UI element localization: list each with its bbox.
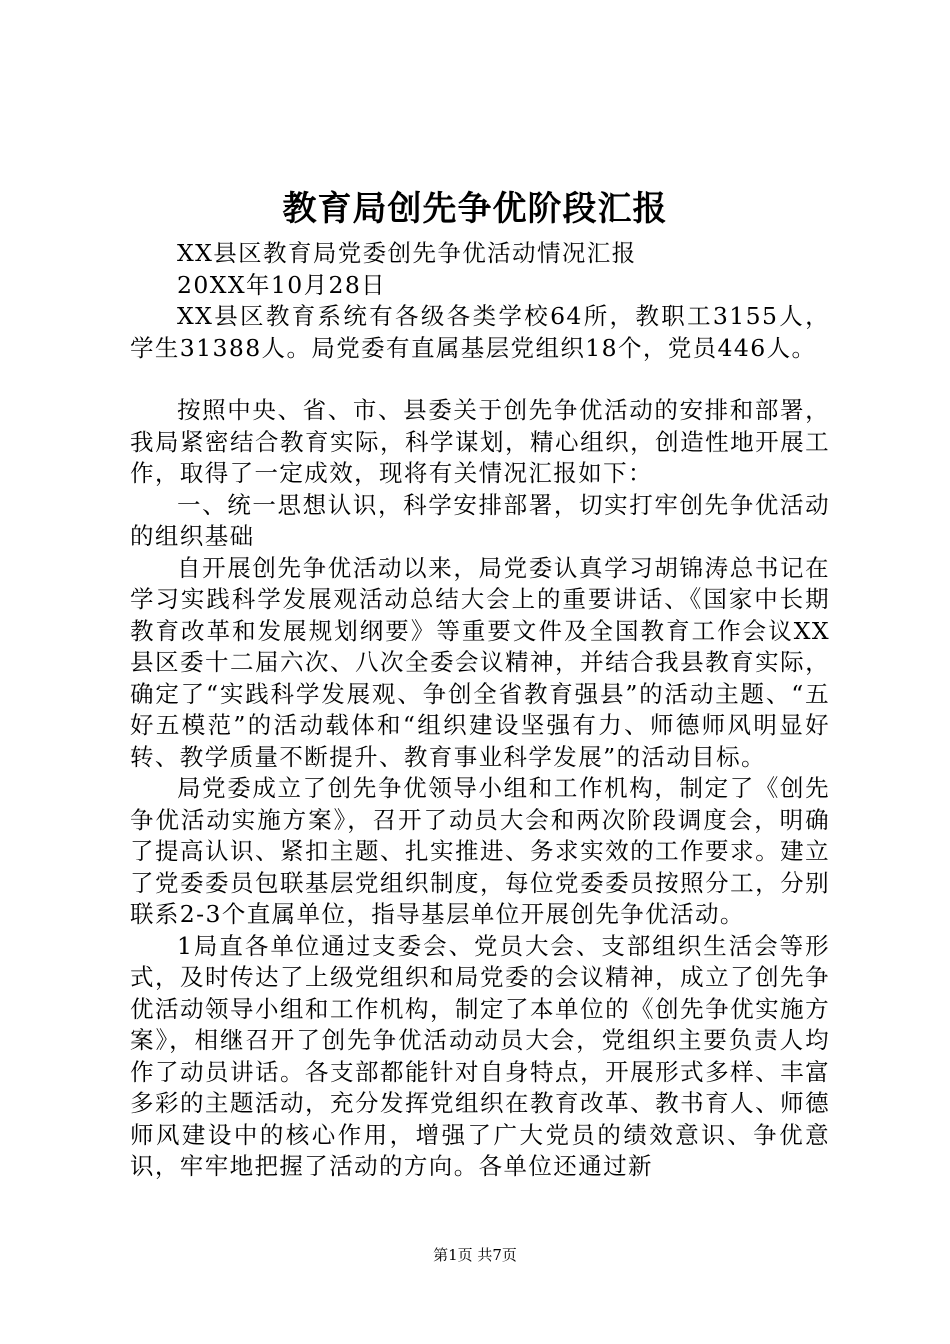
paragraph-intro: 按照中央、省、市、县委关于创先争优活动的安排和部署，我局紧密结合教育实际，科学谋划，精心组织，创造性地开展工作，取得了一定成效，现将有关情况汇报如下：: [130, 396, 830, 487]
paragraph-overview: XX县区教育系统有各级各类学校64所，教职工3155人，学生31388人。局党委有直属基层党组织18个，党员446人。: [130, 302, 830, 362]
report-subtitle: XX县区教育局党委创先争优活动情况汇报: [177, 239, 637, 267]
page-number-footer: 第1页 共7页: [433, 1246, 517, 1264]
paragraph-study: 自开展创先争优活动以来，局党委认真学习胡锦涛总书记在学习实践科学发展观活动总结大会上的重要讲话、《国家中长期教育改革和发展规划纲要》等重要文件及全国教育工作会议XX县区委十二届六次、八次全委会议精神，并结合我县教育实际，确定了“实践科学发展观、争创全省教育强县”的活动主题、“五好五模范”的活动载体和“组织建设坚强有力、师德师风明显好转、教学质量不断提升、教育事业科学发展”的活动目标。: [130, 553, 830, 771]
document-body: [130, 238, 830, 1183]
report-date: 20XX年10月28日: [177, 270, 387, 299]
document-title: 教育局创先争优阶段汇报: [282, 189, 668, 229]
paragraph-organization: 局党委成立了创先争优领导小组和工作机构，制定了《创先争优活动实施方案》，召开了动员大会和两次阶段调度会，明确了提高认识、紧扣主题、扎实推进、务求实效的工作要求。建立了党委委员包联基层党组织制度，每位党委委员按照分工，分别联系2-3个直属单位，指导基层单位开展创先争优活动。: [130, 774, 830, 928]
paragraph-units: 1局直各单位通过支委会、党员大会、支部组织生活会等形式，及时传达了上级党组织和局党委的会议精神，成立了创先争优活动领导小组和工作机构，制定了本单位的《创先争优实施方案》，相继召开了创先争优活动动员大会，党组织主要负责人均作了动员讲话。各支部都能针对自身特点，开展形式多样、丰富多彩的主题活动，充分发挥党组织在教育改革、教书育人、师德师风建设中的核心作用，增强了广大党员的绩效意识、争优意识，牢牢地把握了活动的方向。各单位还通过新: [130, 931, 830, 1180]
section-heading-1: 一、统一思想认识，科学安排部署，切实打牢创先争优活动的组织基础: [130, 490, 830, 550]
